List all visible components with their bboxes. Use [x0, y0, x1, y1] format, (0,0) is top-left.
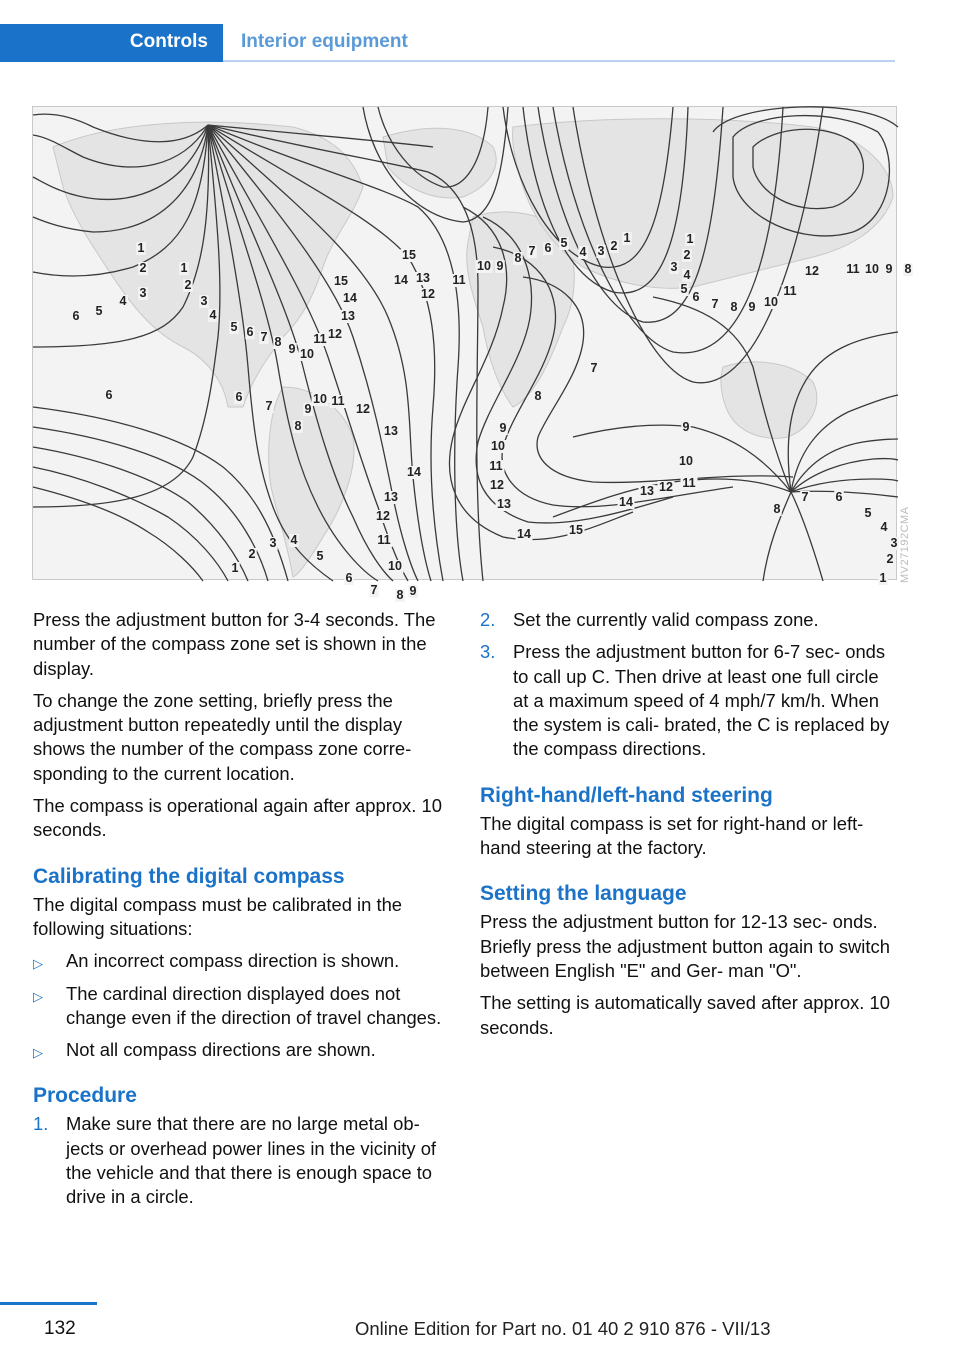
- triangle-bullet-icon: ▷: [33, 1045, 43, 1061]
- zone-number-label: 14: [517, 527, 531, 541]
- zone-number-label: 8: [294, 419, 302, 433]
- list-item-text: Not all compass directions are shown.: [66, 1039, 376, 1061]
- zone-number-label: 6: [246, 325, 254, 339]
- zone-number-label: 14: [394, 273, 408, 287]
- zone-number-label: 11: [377, 533, 391, 547]
- zone-number-label: 6: [692, 290, 700, 304]
- zone-number-label: 7: [265, 399, 273, 413]
- zone-number-label: 7: [801, 490, 809, 504]
- zone-number-label: 6: [345, 571, 353, 585]
- calibration-situation-list: [33, 949, 448, 1062]
- paragraph: The compass is operational again after approx. 10 seconds.: [33, 795, 442, 841]
- zone-number-label: 2: [610, 239, 618, 253]
- zone-number-label: 15: [402, 248, 416, 262]
- paragraph: Press the adjustment button for 3-4 seconds. The number of the compass zone set is shown in the display.: [33, 609, 436, 679]
- section-tab-controls[interactable]: Controls: [0, 24, 223, 62]
- zone-number-label: 2: [683, 248, 691, 262]
- paragraph: Press the adjustment button for 12-13 sec‐ onds. Briefly press the adjustment button again to switch between English "E" and Ger‐ man "O".: [480, 911, 890, 981]
- list-item: [33, 1038, 448, 1062]
- step-number: 2.: [480, 609, 496, 630]
- zone-number-label: 7: [370, 583, 378, 597]
- zone-number-label: 8: [396, 588, 404, 602]
- zone-number-label: 2: [886, 552, 894, 566]
- zone-number-label: 3: [269, 536, 277, 550]
- zone-number-label: 6: [544, 241, 552, 255]
- zone-number-label: 7: [590, 361, 598, 375]
- step-text: Press the adjustment button for 6-7 sec‐ onds to call up C. Then drive at least one full circle at a maximum speed of 4 mph/7 km/h. When the system is cali‐ brated, the C is replaced by the compass directions.: [513, 641, 890, 760]
- procedure-steps-continued: [480, 608, 895, 762]
- paragraph: The digital compass must be calibrated in the following situations:: [33, 893, 403, 939]
- zone-number-label: 1: [137, 241, 145, 255]
- zone-number-label: 11: [682, 476, 696, 490]
- page-number: 132: [44, 1318, 76, 1339]
- zone-number-label: 5: [864, 506, 872, 520]
- zone-number-label: 13: [497, 497, 511, 511]
- zone-number-label: 8: [514, 251, 522, 265]
- zone-number-label: 9: [496, 259, 504, 273]
- zone-number-label: 12: [356, 402, 370, 416]
- step-text: Make sure that there are no large metal ob‐ jects or overhead power lines in the vicinity of the vehicle and that there is enough space to drive in a circle.: [66, 1113, 437, 1208]
- zone-number-label: 10: [764, 295, 778, 309]
- heading-calibrating: Calibrating the digital compass: [33, 864, 345, 888]
- zone-number-label: 1: [623, 231, 631, 245]
- zone-number-label: 9: [885, 262, 893, 276]
- list-item-text: An incorrect compass direction is shown.: [66, 950, 400, 972]
- edition-footer: Online Edition for Part no. 01 40 2 910 876 - VII/13: [355, 1318, 771, 1339]
- footer-divider: [0, 1302, 97, 1305]
- zone-number-label: 14: [619, 495, 633, 509]
- zone-number-label: 2: [184, 278, 192, 292]
- zone-number-label: 13: [416, 271, 430, 285]
- zone-number-label: 2: [248, 547, 256, 561]
- zone-number-label: 10: [313, 392, 327, 406]
- triangle-bullet-icon: ▷: [33, 956, 43, 972]
- zone-number-label: 7: [260, 330, 268, 344]
- zone-number-label: 1: [180, 261, 188, 275]
- zone-number-label: 11: [489, 459, 503, 473]
- zone-number-label: 5: [560, 236, 568, 250]
- zone-number-label: 3: [200, 294, 208, 308]
- zone-number-label: 10: [679, 454, 693, 468]
- zone-number-label: 12: [805, 264, 819, 278]
- zone-number-label: 3: [139, 286, 147, 300]
- zone-number-label: 6: [235, 390, 243, 404]
- zone-number-label: 10: [491, 439, 505, 453]
- figure-code: MV27192CMA: [899, 506, 911, 583]
- zone-number-label: 10: [477, 259, 491, 273]
- zone-number-label: 8: [904, 262, 912, 276]
- step-number: 3.: [480, 641, 496, 663]
- triangle-bullet-icon: ▷: [33, 988, 43, 1004]
- zone-number-label: 9: [409, 584, 417, 598]
- zone-number-label: 1: [231, 561, 239, 575]
- zone-number-label: 15: [569, 523, 583, 537]
- zone-number-label: 10: [300, 347, 314, 361]
- zone-number-label: 12: [421, 287, 435, 301]
- zone-number-label: 4: [290, 533, 298, 547]
- list-item: [33, 949, 448, 973]
- zone-number-label: 4: [579, 245, 587, 259]
- left-column: [33, 608, 448, 1218]
- zone-number-label: 1: [879, 571, 887, 585]
- zone-number-label: 5: [95, 304, 103, 318]
- zone-number-label: 2: [139, 261, 147, 275]
- list-item: [33, 982, 448, 1031]
- zone-number-label: 12: [659, 480, 673, 494]
- zone-number-label: 5: [316, 549, 324, 563]
- step-text: Set the currently valid compass zone.: [513, 609, 819, 630]
- paragraph: To change the zone setting, briefly press the adjustment button repeatedly until the display shows the number of the compass zone corre‐ sponding to the current location.: [33, 689, 412, 784]
- paragraph: The setting is automatically saved after approx. 10 seconds.: [480, 992, 890, 1038]
- zone-number-label: 3: [597, 244, 605, 258]
- zone-number-label: 5: [680, 282, 688, 296]
- zone-number-label: 13: [341, 309, 355, 323]
- zone-number-label: 8: [534, 389, 542, 403]
- zone-number-label: 6: [72, 309, 80, 323]
- zone-number-label: 12: [376, 509, 390, 523]
- zone-number-label: 14: [407, 465, 421, 479]
- zone-number-label: 11: [331, 394, 345, 408]
- zone-number-label: 10: [865, 262, 879, 276]
- zone-number-label: 12: [490, 478, 504, 492]
- heading-procedure: Procedure: [33, 1084, 137, 1108]
- list-item-text: The cardinal direction displayed does not change even if the direction of travel changes.: [66, 982, 442, 1028]
- zone-number-label: 10: [388, 559, 402, 573]
- zone-number-label: 3: [670, 260, 678, 274]
- zone-number-label: 11: [783, 284, 797, 298]
- zone-number-label: 6: [105, 388, 113, 402]
- step-item: [480, 608, 895, 632]
- zone-number-label: 1: [686, 232, 694, 246]
- zone-number-label: 9: [304, 402, 312, 416]
- zone-number-label: 15: [334, 274, 348, 288]
- zone-number-label: 4: [683, 268, 691, 282]
- zone-number-label: 4: [209, 308, 217, 322]
- paragraph: The digital compass is set for right-hand or left-hand steering at the factory.: [480, 812, 864, 859]
- zone-number-label: 9: [288, 342, 296, 356]
- zone-number-label: 11: [313, 332, 327, 346]
- zone-number-label: 5: [230, 320, 238, 334]
- zone-number-label: 11: [452, 273, 466, 287]
- zone-number-label: 8: [274, 335, 282, 349]
- step-item: [480, 640, 895, 761]
- zone-number-label: 9: [499, 421, 507, 435]
- zone-number-label: 9: [748, 300, 756, 314]
- heading-steering: Right-hand/left-hand steering: [480, 783, 773, 807]
- section-tab-interior-equipment[interactable]: Interior equipment: [241, 31, 408, 52]
- zone-number-label: 13: [640, 484, 654, 498]
- zone-number-label: 7: [528, 244, 536, 258]
- right-column: [480, 608, 895, 1048]
- zone-number-label: 7: [711, 297, 719, 311]
- zone-number-label: 9: [682, 420, 690, 434]
- zone-number-label: 13: [384, 424, 398, 438]
- step-item: [33, 1112, 448, 1209]
- zone-number-label: 8: [773, 502, 781, 516]
- zone-number-label: 4: [119, 294, 127, 308]
- zone-number-label: 8: [730, 300, 738, 314]
- heading-language: Setting the language: [480, 882, 687, 906]
- procedure-steps: [33, 1112, 448, 1209]
- page-header: [0, 0, 895, 62]
- zone-number-label: 14: [343, 291, 357, 305]
- zone-number-label: 12: [328, 327, 342, 341]
- header-divider: [223, 60, 895, 62]
- zone-number-label: 4: [880, 520, 888, 534]
- zone-number-label: 13: [384, 490, 398, 504]
- zone-number-label: 11: [846, 262, 860, 276]
- world-map-continents: [53, 119, 893, 577]
- step-number: 1.: [33, 1113, 49, 1135]
- zone-number-label: 3: [890, 536, 898, 550]
- zone-number-label: 6: [835, 490, 843, 504]
